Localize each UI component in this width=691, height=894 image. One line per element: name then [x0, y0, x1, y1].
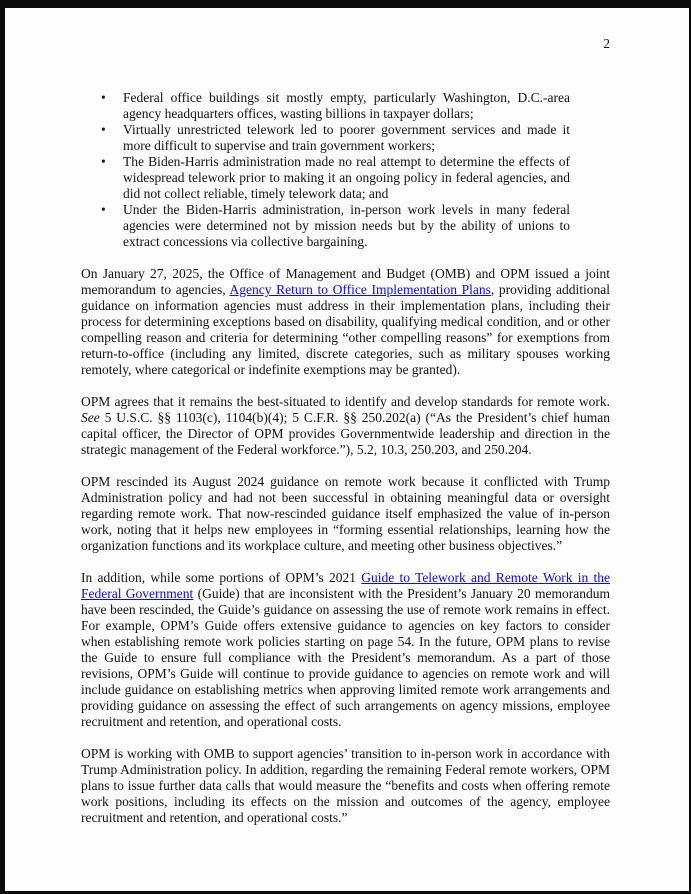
bullet-list: [81, 90, 570, 250]
text-run: 5 U.S.C. §§ 1103(c), 1104(b)(4); 5 C.F.R. §§ 250.202(a) (“As the President’s chief human capital officer, the Director of OPM provides Governmentwide leadership and direction in the strategic management of the Federal workforce.”), 5.2, 10.3, 250.203, and 250.204.: [81, 410, 610, 457]
text-run: OPM rescinded its August 2024 guidance on remote work because it conflicted with Trump Administration policy and had not been successful in obtaining meaningful data or oversight regarding remote work. That now-rescinded guidance itself emphasized the value of in-person work, noting that it helps new employees in “forming essential relationships, learning how the organization functions and its workplace culture, and meeting other business objectives.”: [81, 474, 610, 553]
bullet-icon: •: [101, 90, 106, 105]
text-run: See: [81, 410, 100, 425]
bullet-icon: •: [101, 202, 106, 217]
para-omb-joint-memo: [81, 266, 610, 378]
text-run: OPM agrees that it remains the best-situated to identify and develop standards for remote work.: [81, 394, 610, 409]
agency-rto-plans-link[interactable]: Agency Return to Office Implementation Plans: [229, 282, 491, 297]
bullet-item: [81, 202, 570, 250]
telework-guide-link[interactable]: Guide to Telework and Remote Work in the Federal Government: [81, 570, 610, 601]
bullet-item: [81, 154, 570, 202]
bullet-text: Under the Biden-Harris administration, in-person work levels in many federal agencies were determined not by mission needs but by the ability of unions to extract concessions via collective bargaining.: [123, 202, 570, 249]
page-number-row: [81, 36, 610, 52]
bullet-text: The Biden-Harris administration made no real attempt to determine the effects of widespread telework prior to making it an ongoing policy in federal agencies, and did not collect reliable, timely telework data; and: [123, 154, 570, 201]
text-run: On January 27, 2025, the Office of Management and Budget (OMB) and OPM issued a joint memorandum to agencies,: [81, 266, 610, 297]
bullet-text: Virtually unrestricted telework led to poorer government services and made it more difficult to supervise and train government workers;: [123, 122, 570, 153]
bullet-item: [81, 122, 570, 154]
text-run: OPM is working with OMB to support agencies’ transition to in-person work in accordance with Trump Administration policy. In addition, regarding the remaining Federal remote workers, OPM plans to issue further data calls that would measure the “benefits and costs when offering remote work positions, including its effects on the mission and outcomes of the agency, employee recruitment and retention, and operational costs.”: [81, 746, 610, 825]
paragraphs: [81, 266, 610, 826]
bullet-icon: •: [101, 154, 106, 169]
page-number: 2: [603, 36, 610, 51]
document-content: [5, 8, 689, 826]
bullet-text: Federal office buildings sit mostly empty, particularly Washington, D.C.-area agency headquarters offices, wasting billions in taxpayer dollars;: [123, 90, 570, 121]
document-page: [5, 8, 689, 891]
para-rescinded-guidance: [81, 474, 610, 554]
para-omb-transition: [81, 746, 610, 826]
text-run: (Guide) that are inconsistent with the President’s January 20 memorandum have been rescinded, the Guide’s guidance on assessing the use of remote work remains in effect. For example, OPM’s Guide offers extensive guidance to agencies on key factors to consider when establishing remote work policies starting on page 54. In the future, OPM plans to revise the Guide to ensure full compliance with the President’s memorandum. As a part of those revisions, OPM’s Guide will continue to provide guidance to agencies on remote work and will include guidance on establishing metrics when approving limited remote work arrangements and providing guidance on assessing the effect of such arrangements on agency missions, employee recruitment and retention, and operational costs.: [81, 586, 610, 729]
bullet-icon: •: [101, 122, 106, 137]
text-run: In addition, while some portions of OPM’s 2021: [81, 570, 362, 585]
para-telework-guide: [81, 570, 610, 730]
bullet-item: [81, 90, 570, 122]
text-run: , providing additional guidance on information agencies must address in their implementation plans, including their process for determining exceptions based on disability, qualifying medical condition, and or other compelling reason and criteria for determining “other compelling reasons” for exemptions from return-to-office (including any limited, discrete categories, such as military spouses working remotely, where categorical or indefinite exemptions may be granted).: [81, 282, 611, 377]
para-opm-standards: [81, 394, 610, 458]
